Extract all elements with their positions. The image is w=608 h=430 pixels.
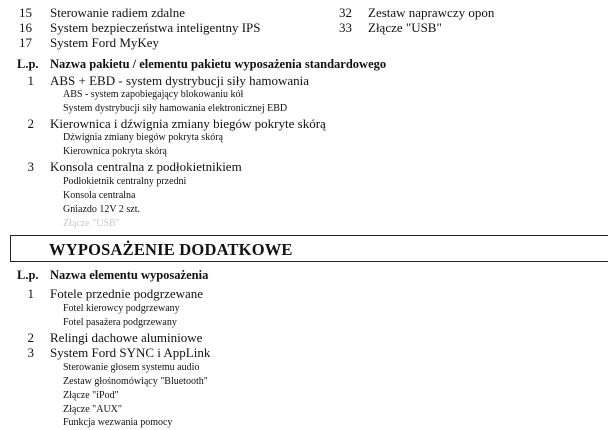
column-header-title: Nazwa elementu wyposażenia xyxy=(50,268,209,282)
package-number: 3 xyxy=(27,345,34,360)
list-item: Złącze "USB" xyxy=(368,20,442,35)
package-subitem: Złącze "USB" xyxy=(63,218,120,229)
list-number: 17 xyxy=(19,35,32,50)
column-header-lp: L.p. xyxy=(17,268,39,282)
package-subitem: Złącze "AUX" xyxy=(63,404,122,415)
list-number: 32 xyxy=(339,5,352,20)
package-number: 2 xyxy=(27,330,34,345)
package-subitem: Konsola centralna xyxy=(63,190,136,201)
list-item: System bezpieczeństwa inteligentny IPS xyxy=(50,20,261,35)
package-label: Relingi dachowe aluminiowe xyxy=(50,330,203,345)
package-subitem: Dźwignia zmiany biegów pokryta skórą xyxy=(63,132,223,143)
package-label: ABS + EBD - system dystrybucji siły hamowania xyxy=(50,73,310,88)
package-subitem: System dystrybucji siły hamowania elektronicznej EBD xyxy=(63,103,288,114)
section-header-box xyxy=(10,235,608,262)
package-subitem: Kierownica pokryta skórą xyxy=(63,146,167,157)
package-label: System Ford SYNC i AppLink xyxy=(50,345,211,360)
column-header-lp: L.p. xyxy=(17,57,39,71)
package-label: Konsola centralna z podłokietnikiem xyxy=(50,159,242,174)
package-subitem: Fotel pasażera podgrzewany xyxy=(63,317,177,328)
list-number: 33 xyxy=(339,20,352,35)
package-number: 1 xyxy=(27,286,34,301)
package-subitem: ABS - system zapobiegający blokowaniu kół xyxy=(63,89,244,100)
list-item: Zestaw naprawczy opon xyxy=(368,5,495,20)
package-subitem: Podłokietnik centralny przedni xyxy=(63,176,187,187)
column-header-title: Nazwa pakietu / elementu pakietu wyposażenia standardowego xyxy=(50,57,387,71)
package-number: 3 xyxy=(27,159,34,174)
list-item: Sterowanie radiem zdalne xyxy=(50,5,185,20)
package-label: Fotele przednie podgrzewane xyxy=(50,286,204,301)
list-number: 16 xyxy=(19,20,32,35)
package-subitem: Funkcja wezwania pomocy xyxy=(63,417,173,428)
list-item: System Ford MyKey xyxy=(50,35,160,50)
list-number: 15 xyxy=(19,5,32,20)
package-number: 1 xyxy=(27,73,34,88)
package-subitem: Złącze "iPod" xyxy=(63,390,119,401)
package-number: 2 xyxy=(27,116,34,131)
section-title: WYPOSAŻENIE DODATKOWE xyxy=(49,240,293,259)
package-subitem: Sterowanie głosem systemu audio xyxy=(63,362,200,373)
package-label: Kierownica i dźwignia zmiany biegów pokryte skórą xyxy=(50,116,326,131)
package-subitem: Fotel kierowcy podgrzewany xyxy=(63,303,180,314)
package-subitem: Zestaw głośnomówiący "Bluetooth" xyxy=(63,376,208,387)
package-subitem: Gniazdo 12V 2 szt. xyxy=(63,204,141,215)
